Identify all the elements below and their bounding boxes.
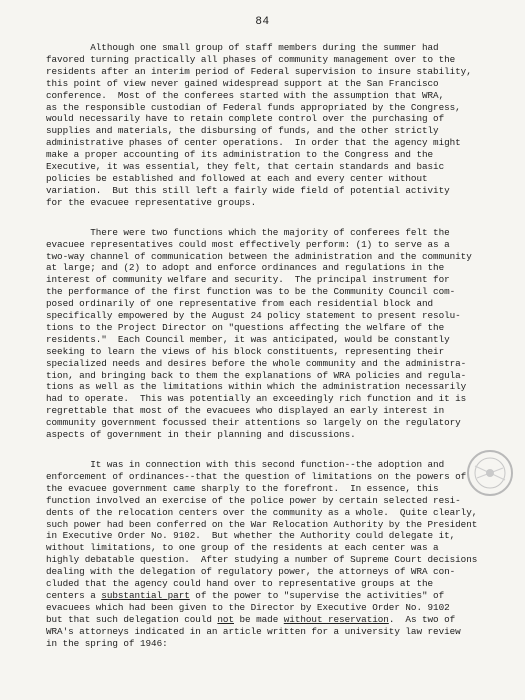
text-segment: in the spring of 1946: bbox=[46, 637, 168, 649]
text-line bbox=[46, 113, 486, 125]
text-line bbox=[46, 590, 486, 602]
paragraph-3 bbox=[46, 459, 486, 650]
page-number: 84 bbox=[255, 16, 270, 28]
text-segment: There were two functions which the majority of conferees felt the bbox=[46, 226, 450, 238]
text-line bbox=[46, 286, 486, 298]
underlined-text: not bbox=[217, 613, 234, 625]
text-line bbox=[46, 626, 486, 638]
text-line bbox=[46, 185, 486, 197]
text-line bbox=[46, 542, 486, 554]
text-segment: aspects of government in their planning and discussions. bbox=[46, 429, 356, 441]
text-segment: . As two of bbox=[388, 613, 456, 625]
text-line bbox=[46, 298, 486, 310]
text-segment: supplies and materials, the disbursing of funds, and the other strictly bbox=[46, 125, 439, 137]
text-line bbox=[46, 227, 486, 239]
text-line bbox=[46, 507, 486, 519]
text-segment: function involved an exercise of the police power by certain selected resi- bbox=[46, 494, 461, 506]
text-segment: of the power to "supervise the activities" of bbox=[189, 589, 445, 601]
text-line bbox=[46, 42, 486, 54]
text-segment: interest of community welfare and security. The principal instrument for bbox=[46, 274, 450, 286]
text-line bbox=[46, 310, 486, 322]
text-segment: specialized needs and desires before the whole community and the administra- bbox=[46, 357, 467, 369]
text-segment: at large; and (2) to adopt and enforce ordinances and regulations in the bbox=[46, 262, 445, 274]
text-line bbox=[46, 251, 486, 263]
text-segment: Although one small group of staff members during the summer had bbox=[46, 42, 439, 53]
text-line bbox=[46, 393, 486, 405]
text-segment: had to operate. This was potentially an exceedingly rich function and it is bbox=[46, 393, 467, 405]
text-segment: administrative phases of center operations. In order that the agency might bbox=[46, 137, 461, 149]
text-line bbox=[46, 602, 486, 614]
text-line bbox=[46, 578, 486, 590]
text-segment: evacuee representatives could most effectively perform: (1) to serve as a bbox=[46, 238, 450, 250]
text-line bbox=[46, 381, 486, 393]
text-segment: make a proper accounting of its administration to the Congress and the bbox=[46, 149, 434, 161]
text-line bbox=[46, 149, 486, 161]
text-segment: conference. Most of the conferees started with the assumption that WRA, bbox=[46, 89, 445, 101]
text-line bbox=[46, 530, 486, 542]
text-segment: variation. But this still left a fairly wide field of potential activity bbox=[46, 184, 450, 196]
text-segment: the evacuee government came sharply to the forefront. In essence, this bbox=[46, 482, 439, 494]
text-line bbox=[46, 459, 486, 471]
text-segment: this point of view never gained widespread support at the San Francisco bbox=[46, 77, 439, 89]
text-line bbox=[46, 173, 486, 185]
text-segment: dents of the relocation centers over the community as a whole. Quite clearly, bbox=[46, 506, 478, 518]
text-segment: such power had been conferred on the War Relocation Authority by the President bbox=[46, 518, 478, 530]
text-segment: tion, and bringing back to them the explanations of WRA policies and regula- bbox=[46, 369, 467, 381]
text-segment: for the evacuee representative groups. bbox=[46, 196, 257, 208]
text-segment: posed ordinarily of one representative from each residential block and bbox=[46, 298, 434, 310]
text-segment: in Executive Order No. 9102. But whether the Authority could delegate it, bbox=[46, 530, 456, 542]
text-segment: cluded that the agency could hand over to representative groups at the bbox=[46, 578, 434, 590]
text-line bbox=[46, 429, 486, 441]
text-segment: regrettable that most of the evacuees who displayed an early interest in bbox=[46, 405, 445, 417]
paragraph-1 bbox=[46, 42, 486, 209]
text-segment: tions as well as the limitations within which the administration necessarily bbox=[46, 381, 467, 393]
text-line bbox=[46, 614, 486, 626]
text-line bbox=[46, 197, 486, 209]
text-line bbox=[46, 125, 486, 137]
text-segment: as the responsible custodian of Federal funds appropriated by the Congress, bbox=[46, 101, 461, 113]
text-segment: favored turning practically all phases of community management over to the bbox=[46, 53, 456, 65]
text-segment: dealing with the delegation of regulatory power, the attorneys of WRA con- bbox=[46, 566, 456, 578]
text-line bbox=[46, 78, 486, 90]
text-line bbox=[46, 405, 486, 417]
text-line bbox=[46, 554, 486, 566]
text-segment: would necessarily have to retain complete control over the purchasing of bbox=[46, 113, 445, 125]
text-segment: the performance of the first function was to be the Community Council com- bbox=[46, 286, 456, 298]
text-segment: It was in connection with this second function--the adoption and bbox=[46, 459, 445, 470]
text-line bbox=[46, 274, 486, 286]
text-segment: be made bbox=[234, 613, 284, 625]
text-line bbox=[46, 358, 486, 370]
text-segment: seeking to learn the views of his block constituents, representing their bbox=[46, 345, 445, 357]
text-segment: residents." Each Council member, it was anticipated, would be constantly bbox=[46, 333, 450, 345]
text-line bbox=[46, 566, 486, 578]
text-line bbox=[46, 262, 486, 274]
text-line bbox=[46, 519, 486, 531]
archive-stamp bbox=[465, 448, 515, 498]
text-line bbox=[46, 137, 486, 149]
text-segment: two-way channel of communication between the administration and the community bbox=[46, 250, 472, 262]
text-segment: without limitations, to one group of the residents at each center was a bbox=[46, 542, 439, 554]
text-line bbox=[46, 471, 486, 483]
text-line bbox=[46, 102, 486, 114]
text-line bbox=[46, 417, 486, 429]
underlined-text: substantial part bbox=[101, 589, 190, 601]
text-segment: residents after an interim period of Federal supervision to insure stability, bbox=[46, 65, 472, 77]
text-segment: tions to the Project Director on "questions affecting the welfare of the bbox=[46, 321, 445, 333]
text-segment: but that such delegation could bbox=[46, 613, 218, 625]
text-line bbox=[46, 346, 486, 358]
text-line bbox=[46, 66, 486, 78]
text-line bbox=[46, 239, 486, 251]
text-segment: Executive, it was essential, they felt, that certain standards and basic bbox=[46, 161, 445, 173]
text-segment: enforcement of ordinances--that the question of limitations on the powers of bbox=[46, 470, 467, 482]
text-segment: highly debatable question. After studying a number of Supreme Court decisions bbox=[46, 554, 478, 566]
body-text bbox=[46, 42, 486, 668]
underlined-text: without reservation bbox=[283, 613, 389, 625]
text-line bbox=[46, 334, 486, 346]
text-segment: evacuees which had been given to the Director by Executive Order No. 9102 bbox=[46, 601, 450, 613]
text-line bbox=[46, 370, 486, 382]
text-segment: centers a bbox=[46, 589, 102, 601]
text-line bbox=[46, 495, 486, 507]
text-line bbox=[46, 90, 486, 102]
text-line bbox=[46, 638, 486, 650]
text-segment: policies be established and followed at each and every center without bbox=[46, 172, 428, 184]
text-segment: specifically empowered by the August 24 policy statement to present resolu- bbox=[46, 310, 461, 322]
text-line bbox=[46, 54, 486, 66]
paragraph-2 bbox=[46, 227, 486, 441]
text-segment: WRA's attorneys indicated in an article written for a university law review bbox=[46, 625, 461, 637]
text-line bbox=[46, 322, 486, 334]
text-line bbox=[46, 161, 486, 173]
text-segment: community government focussed their attentions so largely on the regulatory bbox=[46, 417, 461, 429]
text-line bbox=[46, 483, 486, 495]
